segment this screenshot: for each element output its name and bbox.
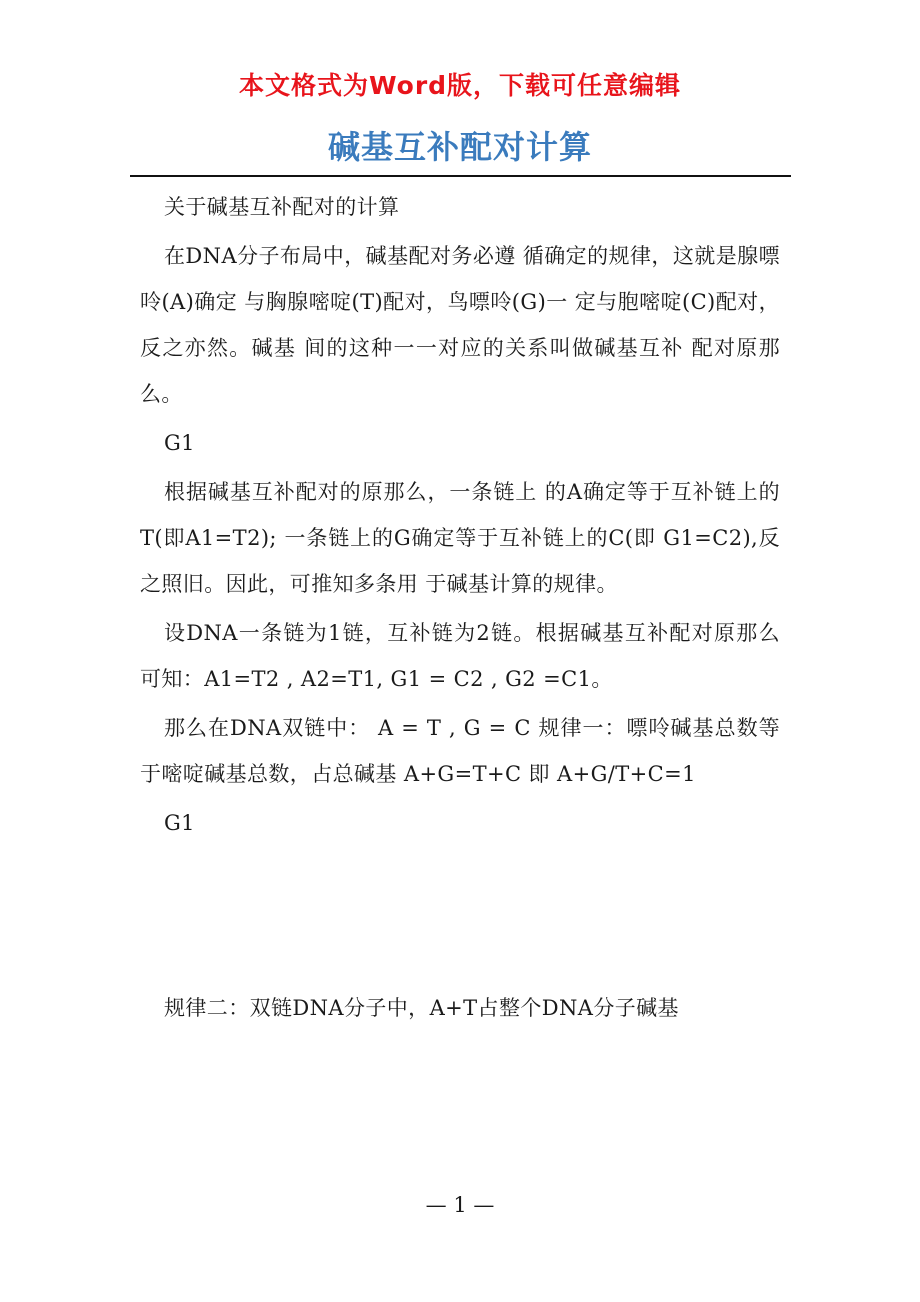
banner-text: 本文格式为Word版，下载可任意编辑 [238, 71, 682, 100]
page-number: — 1 — [425, 1193, 495, 1217]
paragraph-rule-basis: 根据碱基互补配对的原那么，一条链上 的A确定等于互补链上的T(即A1=T2); 一条链上的G确定等于互补链上的C(即 G1=C2),反之照旧。因此，可推知多条用 于碱基计算的规律。 [140, 480, 780, 596]
paragraph-label-g1-second: G1 [164, 811, 195, 835]
title-divider [130, 175, 791, 177]
paragraph-chain-definition: 设DNA一条链为1链，互补链为2链。根据碱基互补配对原那么 可知：A1=T2 , A2=T1, G1 = C2 , G2 =C1。 [140, 621, 780, 691]
paragraph-rule-two: 规律二：双链DNA分子中，A+T占整个DNA分子碱基 [164, 996, 679, 1020]
document-body [140, 184, 780, 1034]
paragraph-label-g1: G1 [164, 431, 195, 455]
paragraph-rule-one: 那么在DNA双链中： A = T , G = C 规律一：嘌呤碱基总数等于嘧啶碱基总数，占总碱基 A+G=T+C 即 A+G/T+C=1 [140, 716, 780, 786]
paragraph-heading: 关于碱基互补配对的计算 [164, 195, 400, 219]
paragraph-intro: 在DNA分子布局中，碱基配对务必遵 循确定的规律，这就是腺嘌呤(A)确定 与胸腺嘧啶(T)配对，鸟嘌呤(G)一 定与胞嘧啶(C)配对，反之亦然。碱基 间的这种一一对应的关系叫做碱基互补 配对原那么。 [140, 244, 780, 406]
blank-space [140, 849, 780, 985]
document-title: 碱基互补配对计算 [327, 128, 592, 166]
